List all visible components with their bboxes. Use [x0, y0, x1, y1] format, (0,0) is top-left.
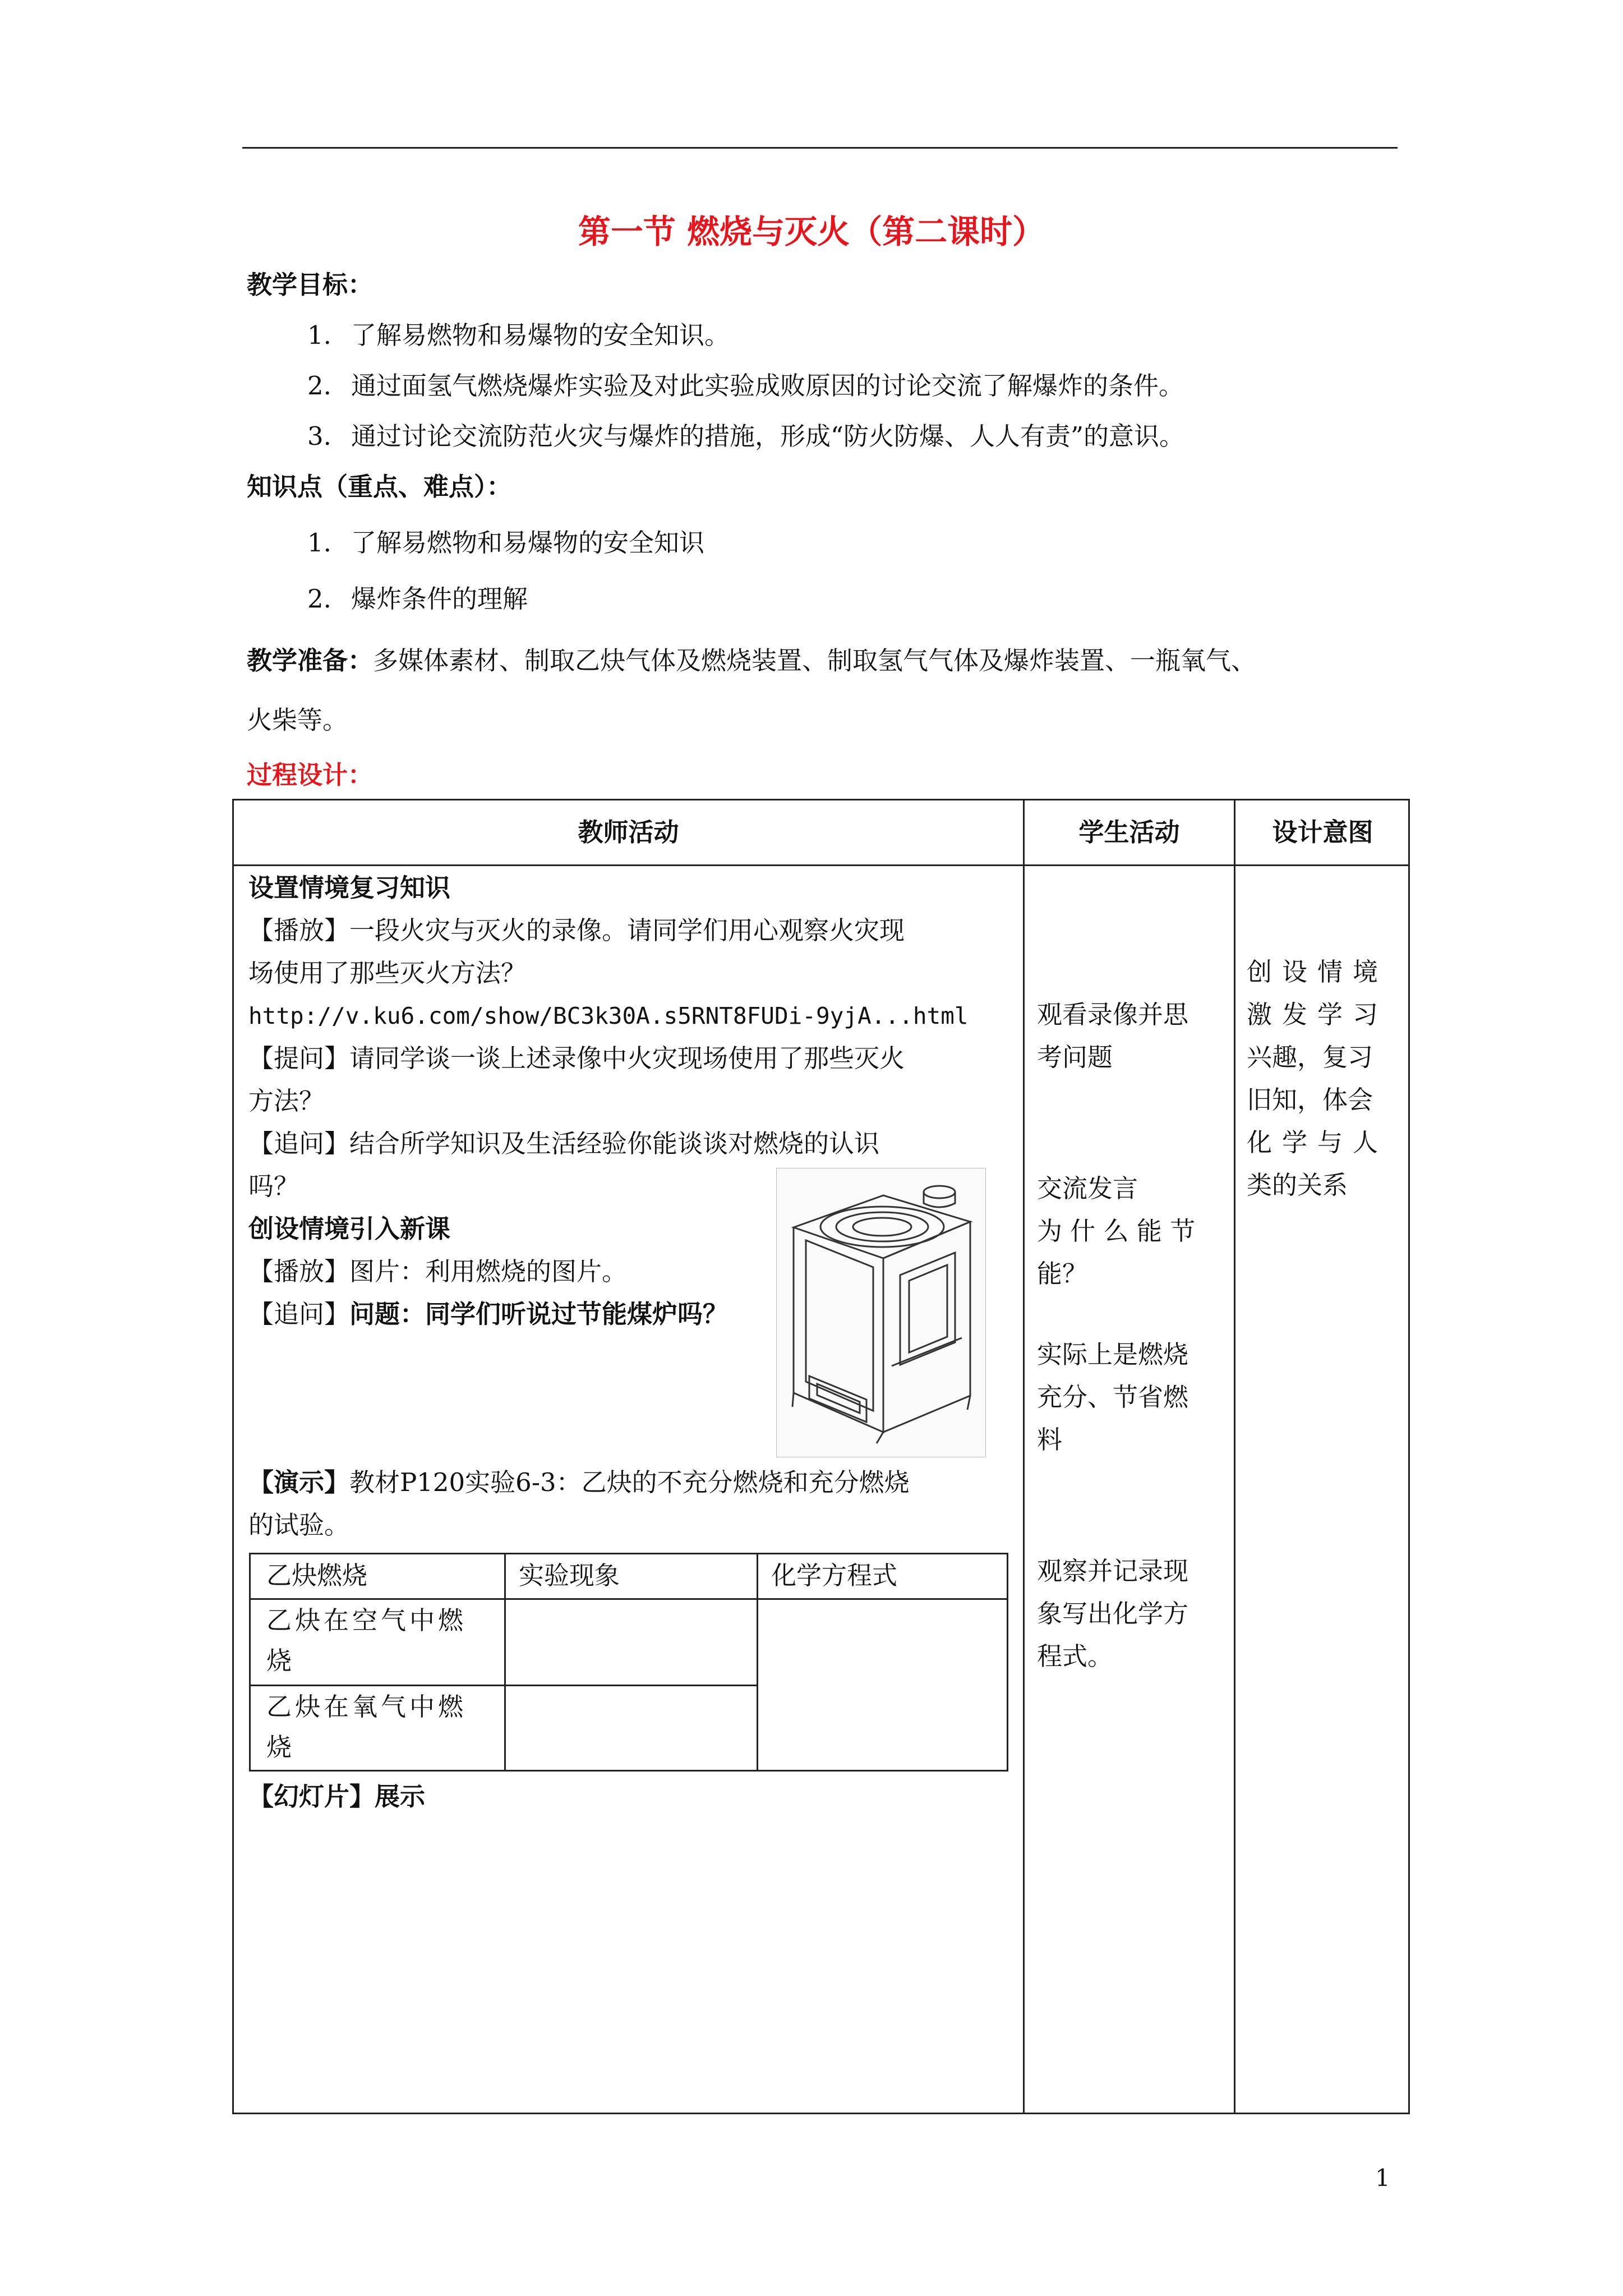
process-heading: 过程设计： [247, 760, 374, 790]
follow-up-text: 问题：同学们听说过节能煤炉吗？ [349, 1299, 728, 1329]
table-divider [1234, 800, 1235, 2113]
ask-line: 【提问】请同学谈一谈上述录像中火灾现场使用了那些灭火 [248, 1043, 905, 1073]
experiment-row-label: 乙炔在空气中燃 [266, 1605, 467, 1635]
header-teacher: 教师活动 [578, 817, 679, 847]
header-intent: 设计意图 [1272, 817, 1373, 847]
intent-text: 激发学习 [1247, 1000, 1389, 1029]
table-header-rule [234, 864, 1408, 866]
student-activity-2 [1037, 1167, 1195, 1295]
stove-legs [792, 1393, 970, 1443]
intent-text: 化学与人 [1247, 1128, 1389, 1157]
intent-text: 创设情境 [1247, 957, 1389, 987]
knowledge-item-1 [307, 526, 704, 560]
objective-num: 2. [307, 371, 331, 401]
section-heading: 创设情境引入新课 [248, 1214, 451, 1244]
intent-text: 类的关系 [1247, 1170, 1348, 1200]
experiment-header-rule [251, 1598, 1008, 1600]
experiment-header-phenomenon: 实验现象 [519, 1561, 620, 1590]
objective-text: 通过讨论交流防范火灾与爆炸的措施，形成“防火防爆、人人有责”的意识。 [351, 421, 1185, 451]
section-heading: 设置情境复习知识 [248, 873, 451, 903]
preparation-line-1 [247, 644, 1256, 678]
objective-num: 1. [307, 320, 331, 350]
stove-burner-middle [836, 1212, 928, 1241]
knowledge-heading: 知识点（重点、难点）： [247, 472, 512, 501]
objective-item-1 [307, 319, 730, 352]
student-text: 能？ [1037, 1259, 1088, 1289]
experiment-row-label: 烧 [266, 1646, 302, 1676]
design-intent [1247, 951, 1388, 1207]
knowledge-item-2 [307, 582, 528, 616]
knowledge-text: 了解易燃物和易爆物的安全知识 [351, 528, 705, 558]
student-text: 实际上是燃烧 [1037, 1340, 1189, 1369]
experiment-table-divider [504, 1554, 506, 1770]
stove-ash-drawer [809, 1376, 866, 1422]
objective-item-3 [307, 420, 1184, 453]
slide-line [248, 1775, 425, 1818]
demo-text-cont: 的试验。 [248, 1510, 350, 1540]
student-text: 考问题 [1037, 1042, 1113, 1072]
experiment-table-divider [757, 1554, 758, 1770]
stove-left-face [794, 1227, 883, 1432]
table-divider [1023, 800, 1025, 2113]
objective-num: 3. [307, 421, 331, 451]
page-title: 第一节 燃烧与灭火（第二课时） [578, 213, 1045, 251]
experiment-row-rule [251, 1685, 757, 1686]
student-activity-3 [1037, 1333, 1188, 1461]
experiment-header-equation: 化学方程式 [771, 1561, 898, 1590]
objectives-heading: 教学目标： [247, 270, 374, 300]
student-text: 料 [1037, 1425, 1063, 1455]
objective-item-2 [307, 369, 1184, 403]
experiment-row-label: 乙炔在氧气中燃 [266, 1692, 467, 1722]
student-activity-4 [1037, 1550, 1188, 1678]
header-rule [242, 147, 1398, 149]
student-text: 观察并记录现 [1037, 1556, 1189, 1586]
stove-trim [892, 1338, 962, 1366]
stove-door-inner [909, 1265, 947, 1352]
experiment-row-air [266, 1600, 467, 1681]
ask-line-cont: 方法？ [248, 1086, 325, 1116]
knowledge-num: 1. [307, 528, 331, 558]
student-text: 交流发言 [1037, 1174, 1138, 1203]
student-activity-1 [1037, 993, 1188, 1079]
follow-up-tag: 【追问】 [248, 1299, 350, 1329]
knowledge-num: 2. [307, 584, 331, 614]
objective-text: 通过面氢气燃烧爆炸实验及对此实验成败原因的讨论交流了解爆炸的条件。 [351, 371, 1184, 401]
intent-text: 兴趣，复习 [1247, 1042, 1373, 1072]
objective-text: 了解易燃物和易爆物的安全知识。 [351, 320, 730, 350]
student-text: 程式。 [1037, 1641, 1113, 1671]
header-student: 学生活动 [1078, 817, 1180, 847]
stove-drawing [777, 1168, 985, 1457]
stove-chimney-top [924, 1186, 955, 1198]
experiment-header-burning: 乙炔燃烧 [266, 1561, 368, 1590]
energy-saving-stove-image [776, 1168, 986, 1457]
demo-block [248, 1461, 910, 1547]
student-text: 象写出化学方 [1037, 1599, 1189, 1628]
student-text: 充分、节省燃 [1037, 1382, 1189, 1412]
demo-tag: 【演示】 [248, 1467, 350, 1497]
experiment-table [249, 1553, 1008, 1772]
demo-text: 教材P120实验6-3：乙炔的不充分燃烧和充分燃烧 [349, 1467, 910, 1497]
stove-chimney [924, 1192, 955, 1207]
student-text: 观看录像并思 [1037, 1000, 1189, 1029]
play-line-cont: 场使用了那些灭火方法？ [248, 958, 527, 988]
slide-tag: 【幻灯片】 [248, 1782, 375, 1811]
experiment-row-oxygen [266, 1687, 467, 1768]
knowledge-text: 爆炸条件的理解 [351, 584, 528, 614]
intent-text: 旧知，体会 [1247, 1085, 1373, 1115]
stove-burner-inner [853, 1218, 911, 1236]
play-line: 【播放】一段火灾与灭火的录像。请同学们用心观察火灾现 [248, 915, 905, 945]
stove-left-panel [806, 1240, 873, 1411]
follow-up-line-cont: 吗？ [248, 1171, 299, 1201]
play-image-line: 【播放】图片：利用燃烧的图片。 [248, 1257, 628, 1286]
preparation-text: 多媒体素材、制取乙炔气体及燃烧装置、制取氢气气体及爆炸装置、一瓶氧气、 [373, 646, 1257, 675]
slide-text: 展示 [375, 1782, 426, 1811]
student-text: 为 什 么 能 节 [1037, 1216, 1196, 1246]
follow-up-line: 【追问】结合所学知识及生活经验你能谈谈对燃烧的认识 [248, 1129, 880, 1158]
video-url: http://v.ku6.com/show/BC3k30A.s5RNT8FUDi-9yjA...html [248, 1002, 969, 1029]
experiment-row-label: 烧 [266, 1732, 302, 1762]
preparation-line-2: 火柴等。 [247, 705, 348, 735]
stove-right-face [883, 1222, 970, 1432]
page-number: 1 [1375, 2164, 1390, 2192]
preparation-label: 教学准备： [247, 646, 374, 675]
